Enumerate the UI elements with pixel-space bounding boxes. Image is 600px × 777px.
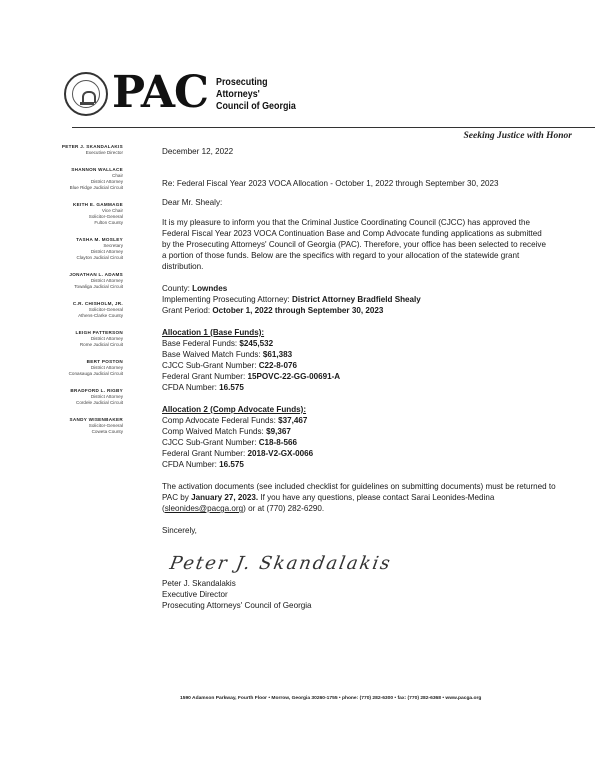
georgia-state-seal-icon bbox=[64, 72, 108, 116]
contact-email-link[interactable]: sleonides@pacga.org bbox=[164, 504, 244, 513]
allocation-2-row: Comp Advocate Federal Funds: $37,467 bbox=[162, 416, 308, 425]
org-name: Prosecuting Attorneys' Council of Georgia bbox=[216, 76, 296, 112]
header-divider bbox=[72, 127, 595, 128]
signoff: Sincerely, bbox=[162, 526, 197, 535]
board-member: C.R. CHISHOLM, JR. Solicitor-General Athens-Clarke County bbox=[72, 301, 123, 318]
implementing-attorney-line: Implementing Prosecuting Attorney: District Attorney Bradfield Shealy bbox=[162, 295, 421, 304]
re-line: Re: Federal Fiscal Year 2023 VOCA Allocation - October 1, 2022 through September 30, 2023 bbox=[162, 179, 499, 188]
board-member: LEIGH PATTERSON District Attorney Rome Judicial Circuit bbox=[75, 330, 123, 347]
board-member: KEITH E. GAMMAGE Vice Chair Solicitor-General Fulton County bbox=[73, 202, 123, 225]
board-member: TASHA M. MOSLEY Secretary District Attorney Clayton Judicial Circuit bbox=[76, 237, 123, 260]
board-member: BRADFORD L. RIGBY District Attorney Cordele Judicial Circuit bbox=[70, 388, 123, 405]
allocation-2-row: Comp Waived Match Funds: $9,367 bbox=[162, 427, 291, 436]
allocation-2-row: Federal Grant Number: 2018-V2-GX-0066 bbox=[162, 449, 314, 458]
allocation-1-row: CFDA Number: 16.575 bbox=[162, 383, 244, 392]
allocation-1-row: CJCC Sub-Grant Number: C22-8-076 bbox=[162, 361, 297, 370]
board-member: SHANNON WALLACE Chair District Attorney Blue Ridge Judicial Circuit bbox=[69, 167, 123, 190]
board-member: BERT POSTON District Attorney Conasauga Judicial Circuit bbox=[68, 359, 123, 376]
allocation-1-row: Base Waived Match Funds: $61,383 bbox=[162, 350, 293, 359]
allocation-2-heading: Allocation 2 (Comp Advocate Funds): bbox=[162, 405, 307, 414]
allocation-1-heading: Allocation 1 (Base Funds): bbox=[162, 328, 265, 337]
signer-name: Peter J. Skandalakis bbox=[162, 579, 236, 588]
letter-body bbox=[162, 146, 582, 611]
board-member: SANDY WISENBAKER Solicitor-General Coweta County bbox=[69, 417, 123, 434]
board-member: PETER J. SKANDALAKIS Executive Director bbox=[61, 144, 123, 155]
allocation-1-row: Federal Grant Number: 15POVC-22-GG-00691-A bbox=[162, 372, 341, 381]
intro-paragraph: It is my pleasure to inform you that the Criminal Justice Coordinating Council (CJCC) has approved the Federal Fiscal Year 2023 VOCA Continuation Base and Comp Advocate funding applications as submitted by the Prosecuting Attorneys' Council of Georgia (PAC). Therefore, your office has been selected to receive a portion of those funds. Below are the specifics with regard to your allocation of the statewide grant distribution. bbox=[162, 218, 546, 271]
pac-logo: PAC bbox=[112, 67, 209, 118]
allocation-2-row: CJCC Sub-Grant Number: C18-8-566 bbox=[162, 438, 297, 447]
county-line: County: Lowndes bbox=[162, 284, 228, 293]
board-member-list bbox=[20, 144, 123, 446]
signer-title: Executive Director bbox=[162, 590, 228, 599]
closing-paragraph: The activation documents (see included checklist for guidelines on submitting documents) must be returned to PAC by January 27, 2023. If you have any questions, please contact Sarai Leonides-Medina (sleonides@pacga.org) or at (770) 282-6290. bbox=[162, 482, 556, 513]
allocation-2-row: CFDA Number: 16.575 bbox=[162, 460, 244, 469]
allocation-1-row: Base Federal Funds: $245,532 bbox=[162, 339, 274, 348]
signer-org: Prosecuting Attorneys' Council of Georgia bbox=[162, 601, 312, 610]
footer-address: 1590 Adamson Parkway, Fourth Floor • Morrow, Georgia 30260-1755 • phone: (770) 282-6300 • fax: (770) 282-6368 • www.pacga.org bbox=[180, 696, 482, 701]
motto: Seeking Justice with Honor bbox=[463, 131, 572, 141]
board-member: JONATHAN L. ADAMS District Attorney Towaliga Judicial Circuit bbox=[69, 272, 123, 289]
handwritten-signature: Peter J. Skandalakis bbox=[168, 553, 394, 574]
salutation: Dear Mr. Shealy: bbox=[162, 198, 223, 207]
grant-period-line: Grant Period: October 1, 2022 through September 30, 2023 bbox=[162, 306, 384, 315]
letter-date: December 12, 2022 bbox=[162, 147, 234, 156]
